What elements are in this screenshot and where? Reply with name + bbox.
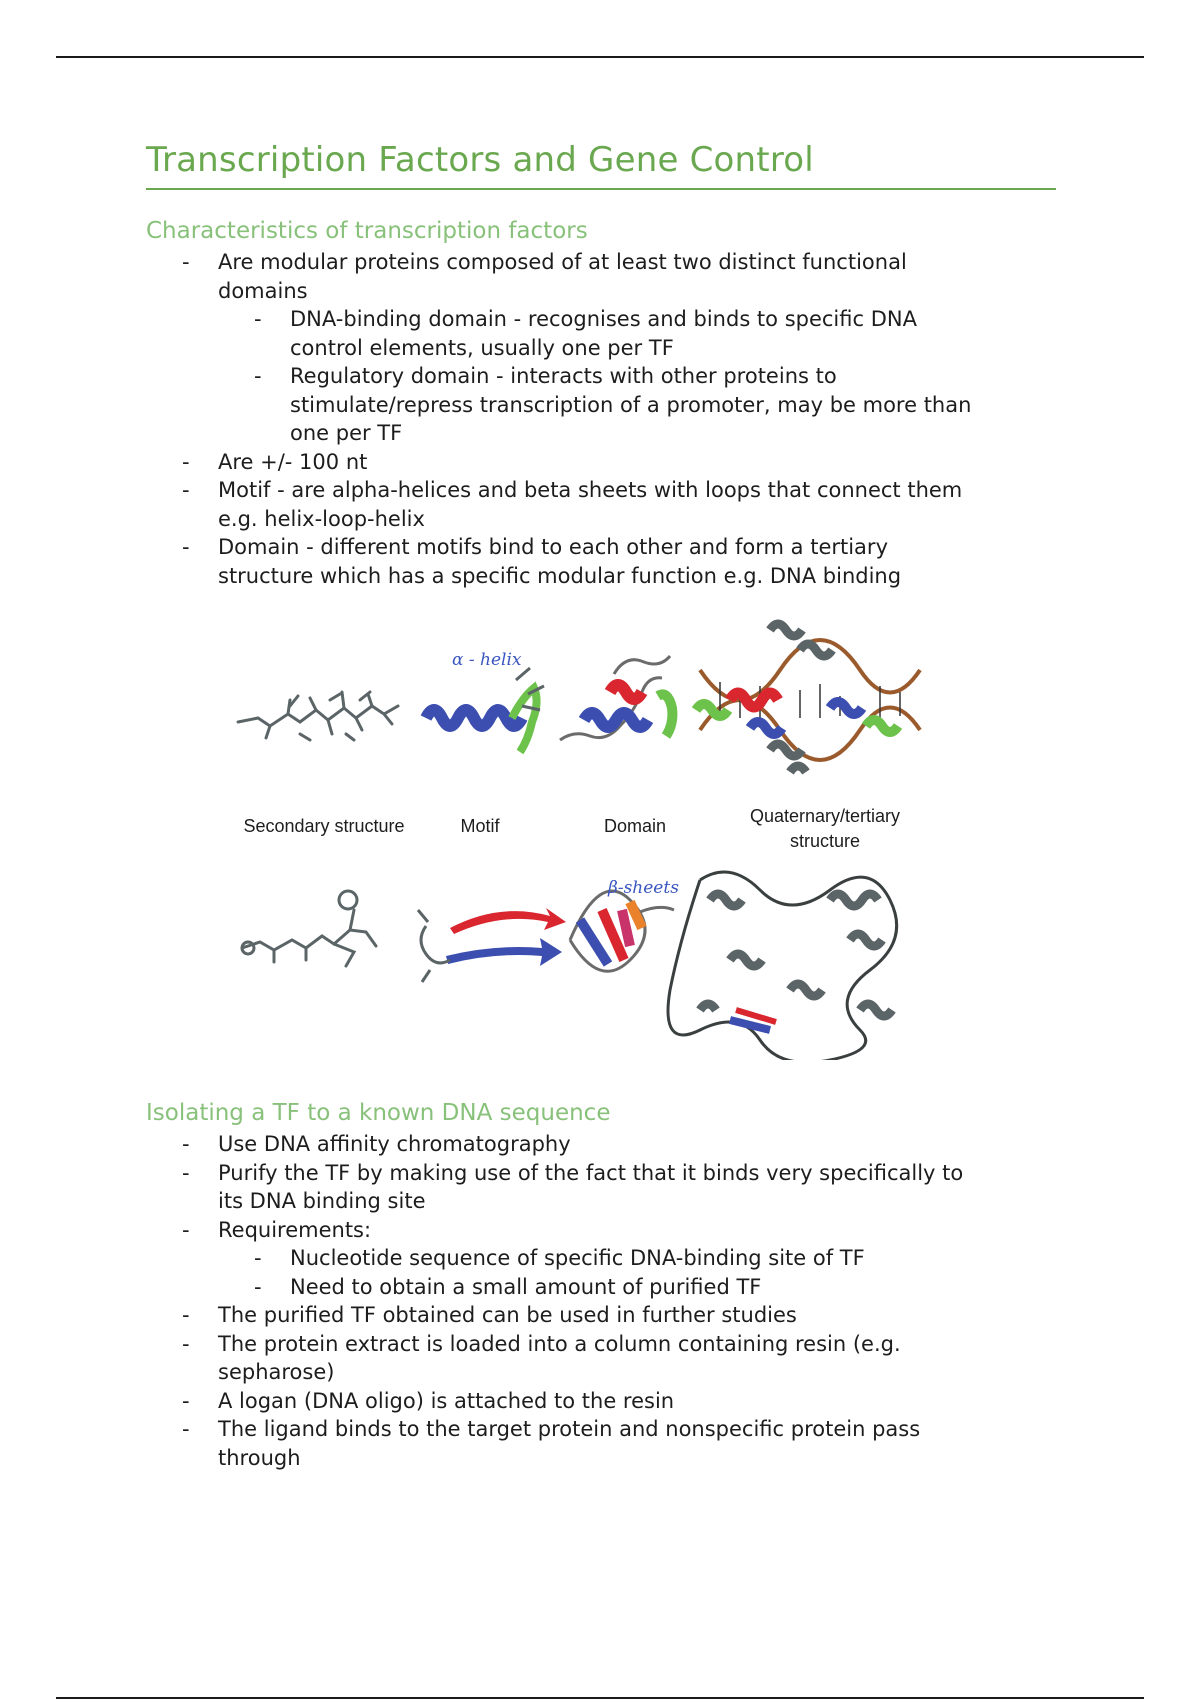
list-item: - Domain - different motifs bind to each other and form a tertiary structure which has a specific modular function e.g. DNA binding — [180, 533, 1060, 590]
bottom-rule — [56, 1697, 1144, 1699]
tertiary-fold-bottom — [668, 872, 897, 1060]
isolating-list — [180, 1130, 1060, 1472]
domain-model — [560, 656, 672, 740]
list-item: - Motif - are alpha-helices and beta sheets with loops that connect them e.g. helix-loop-helix — [180, 476, 1060, 533]
list-item: - The ligand binds to the target protein and nonspecific protein pass through — [180, 1415, 1060, 1472]
list-item: - Purify the TF by making use of the fact that it binds very specifically to its DNA binding site — [180, 1159, 1060, 1216]
section-heading-isolating: Isolating a TF to a known DNA sequence — [146, 1100, 611, 1126]
section-heading-characteristics: Characteristics of transcription factors — [146, 218, 588, 244]
motif-beta-hairpin — [418, 908, 566, 982]
list-item: - A logan (DNA oligo) is attached to the resin — [180, 1387, 1060, 1416]
secondary-structure-bottom — [242, 891, 376, 966]
label-domain: Domain — [603, 816, 667, 836]
alpha-helix-note: α - helix — [452, 650, 522, 670]
page-title: Transcription Factors and Gene Control — [146, 140, 1056, 190]
list-item: - Nucleotide sequence of specific DNA-binding site of TF — [252, 1244, 1060, 1273]
protein-structure-figure — [230, 610, 970, 1060]
list-item: - DNA-binding domain - recognises and binds to specific DNA control elements, usually one per TF — [252, 305, 1060, 362]
quaternary-dna-complex — [696, 624, 920, 772]
label-secondary-structure: Secondary structure — [243, 816, 405, 836]
list-item: - The protein extract is loaded into a column containing resin (e.g. sepharose) — [180, 1330, 1060, 1387]
list-item: - Are modular proteins composed of at least two distinct functional domains — [180, 248, 1060, 305]
label-motif: Motif — [460, 816, 500, 836]
secondary-structure-stick-model — [238, 692, 398, 740]
list-item: - Regulatory domain - interacts with other proteins to stimulate/repress transcription of a promoter, may be more than one per TF — [252, 362, 1060, 448]
list-item: - The purified TF obtained can be used in further studies — [180, 1301, 1060, 1330]
list-item: - Need to obtain a small amount of purified TF — [252, 1273, 1060, 1302]
label-quaternary-tertiary: Quaternary/tertiary structure — [749, 806, 901, 851]
characteristics-list — [180, 248, 1060, 590]
domain-beta-barrel — [570, 891, 674, 971]
list-item: - Requirements: — [180, 1216, 1060, 1245]
motif-helix-model — [426, 668, 544, 752]
beta-sheets-note: β-sheets — [608, 878, 679, 898]
list-item: - Use DNA affinity chromatography — [180, 1130, 1060, 1159]
top-rule — [56, 56, 1144, 58]
list-item: - Are +/- 100 nt — [180, 448, 1060, 477]
